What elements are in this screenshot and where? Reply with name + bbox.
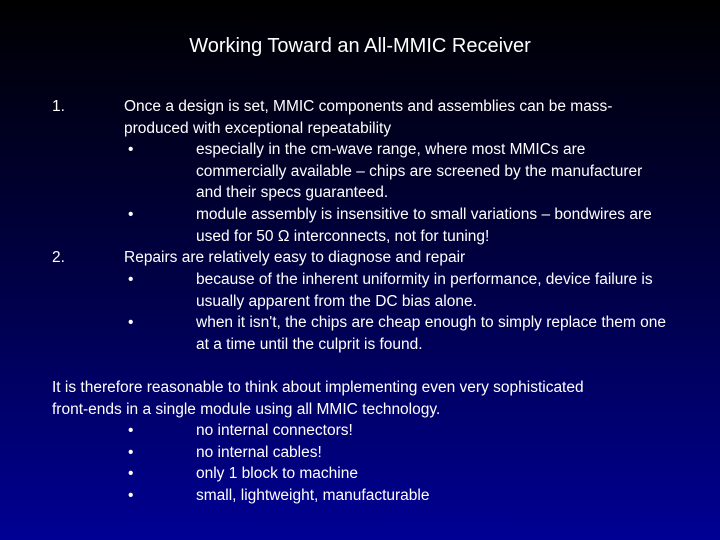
bullet-icon xyxy=(128,443,133,463)
conclusion-line: front-ends in a single module using all MMIC technology. xyxy=(52,401,441,418)
item-2-text-line: Repairs are relatively easy to diagnose and repair xyxy=(124,249,466,266)
item-2-bullet-2-line: when it isn't, the chips are cheap enough to simply replace them one xyxy=(196,314,666,331)
conclusion-bullet: no internal cables! xyxy=(196,444,322,461)
bullet-icon xyxy=(128,313,133,333)
bullet-icon xyxy=(128,421,133,441)
item-1-bullet-2-line: used for 50 Ω interconnects, not for tuning! xyxy=(196,228,490,245)
bullet-icon xyxy=(128,140,133,160)
item-1-text-line: Once a design is set, MMIC components and assemblies can be mass- xyxy=(124,98,613,115)
item-2-number: 2. xyxy=(52,249,65,266)
slide-title: Working Toward an All-MMIC Receiver xyxy=(189,35,531,57)
item-2-bullet-1-line: usually apparent from the DC bias alone. xyxy=(196,293,477,310)
item-1-bullet-2-line: module assembly is insensitive to small variations – bondwires are xyxy=(196,206,652,223)
item-2-bullet-2-line: at a time until the culprit is found. xyxy=(196,336,423,353)
item-1-bullet-1-line: commercially available – chips are screened by the manufacturer xyxy=(196,163,643,180)
conclusion-line: It is therefore reasonable to think about implementing even very sophisticated xyxy=(52,379,584,396)
bullet-icon xyxy=(128,486,133,506)
conclusion-bullet: only 1 block to machine xyxy=(196,465,358,482)
conclusion-bullet: small, lightweight, manufacturable xyxy=(196,487,430,504)
item-1-bullet-1-line: and their specs guaranteed. xyxy=(196,184,389,201)
item-1-number: 1. xyxy=(52,98,65,115)
item-2-bullet-1-line: because of the inherent uniformity in performance, device failure is xyxy=(196,271,653,288)
conclusion-bullet: no internal connectors! xyxy=(196,422,353,439)
bullet-icon xyxy=(128,205,133,225)
bullet-icon xyxy=(128,464,133,484)
item-1-text-line: produced with exceptional repeatability xyxy=(124,120,392,137)
item-1-bullet-1-line: especially in the cm-wave range, where most MMICs are xyxy=(196,141,586,158)
bullet-icon xyxy=(128,270,133,290)
